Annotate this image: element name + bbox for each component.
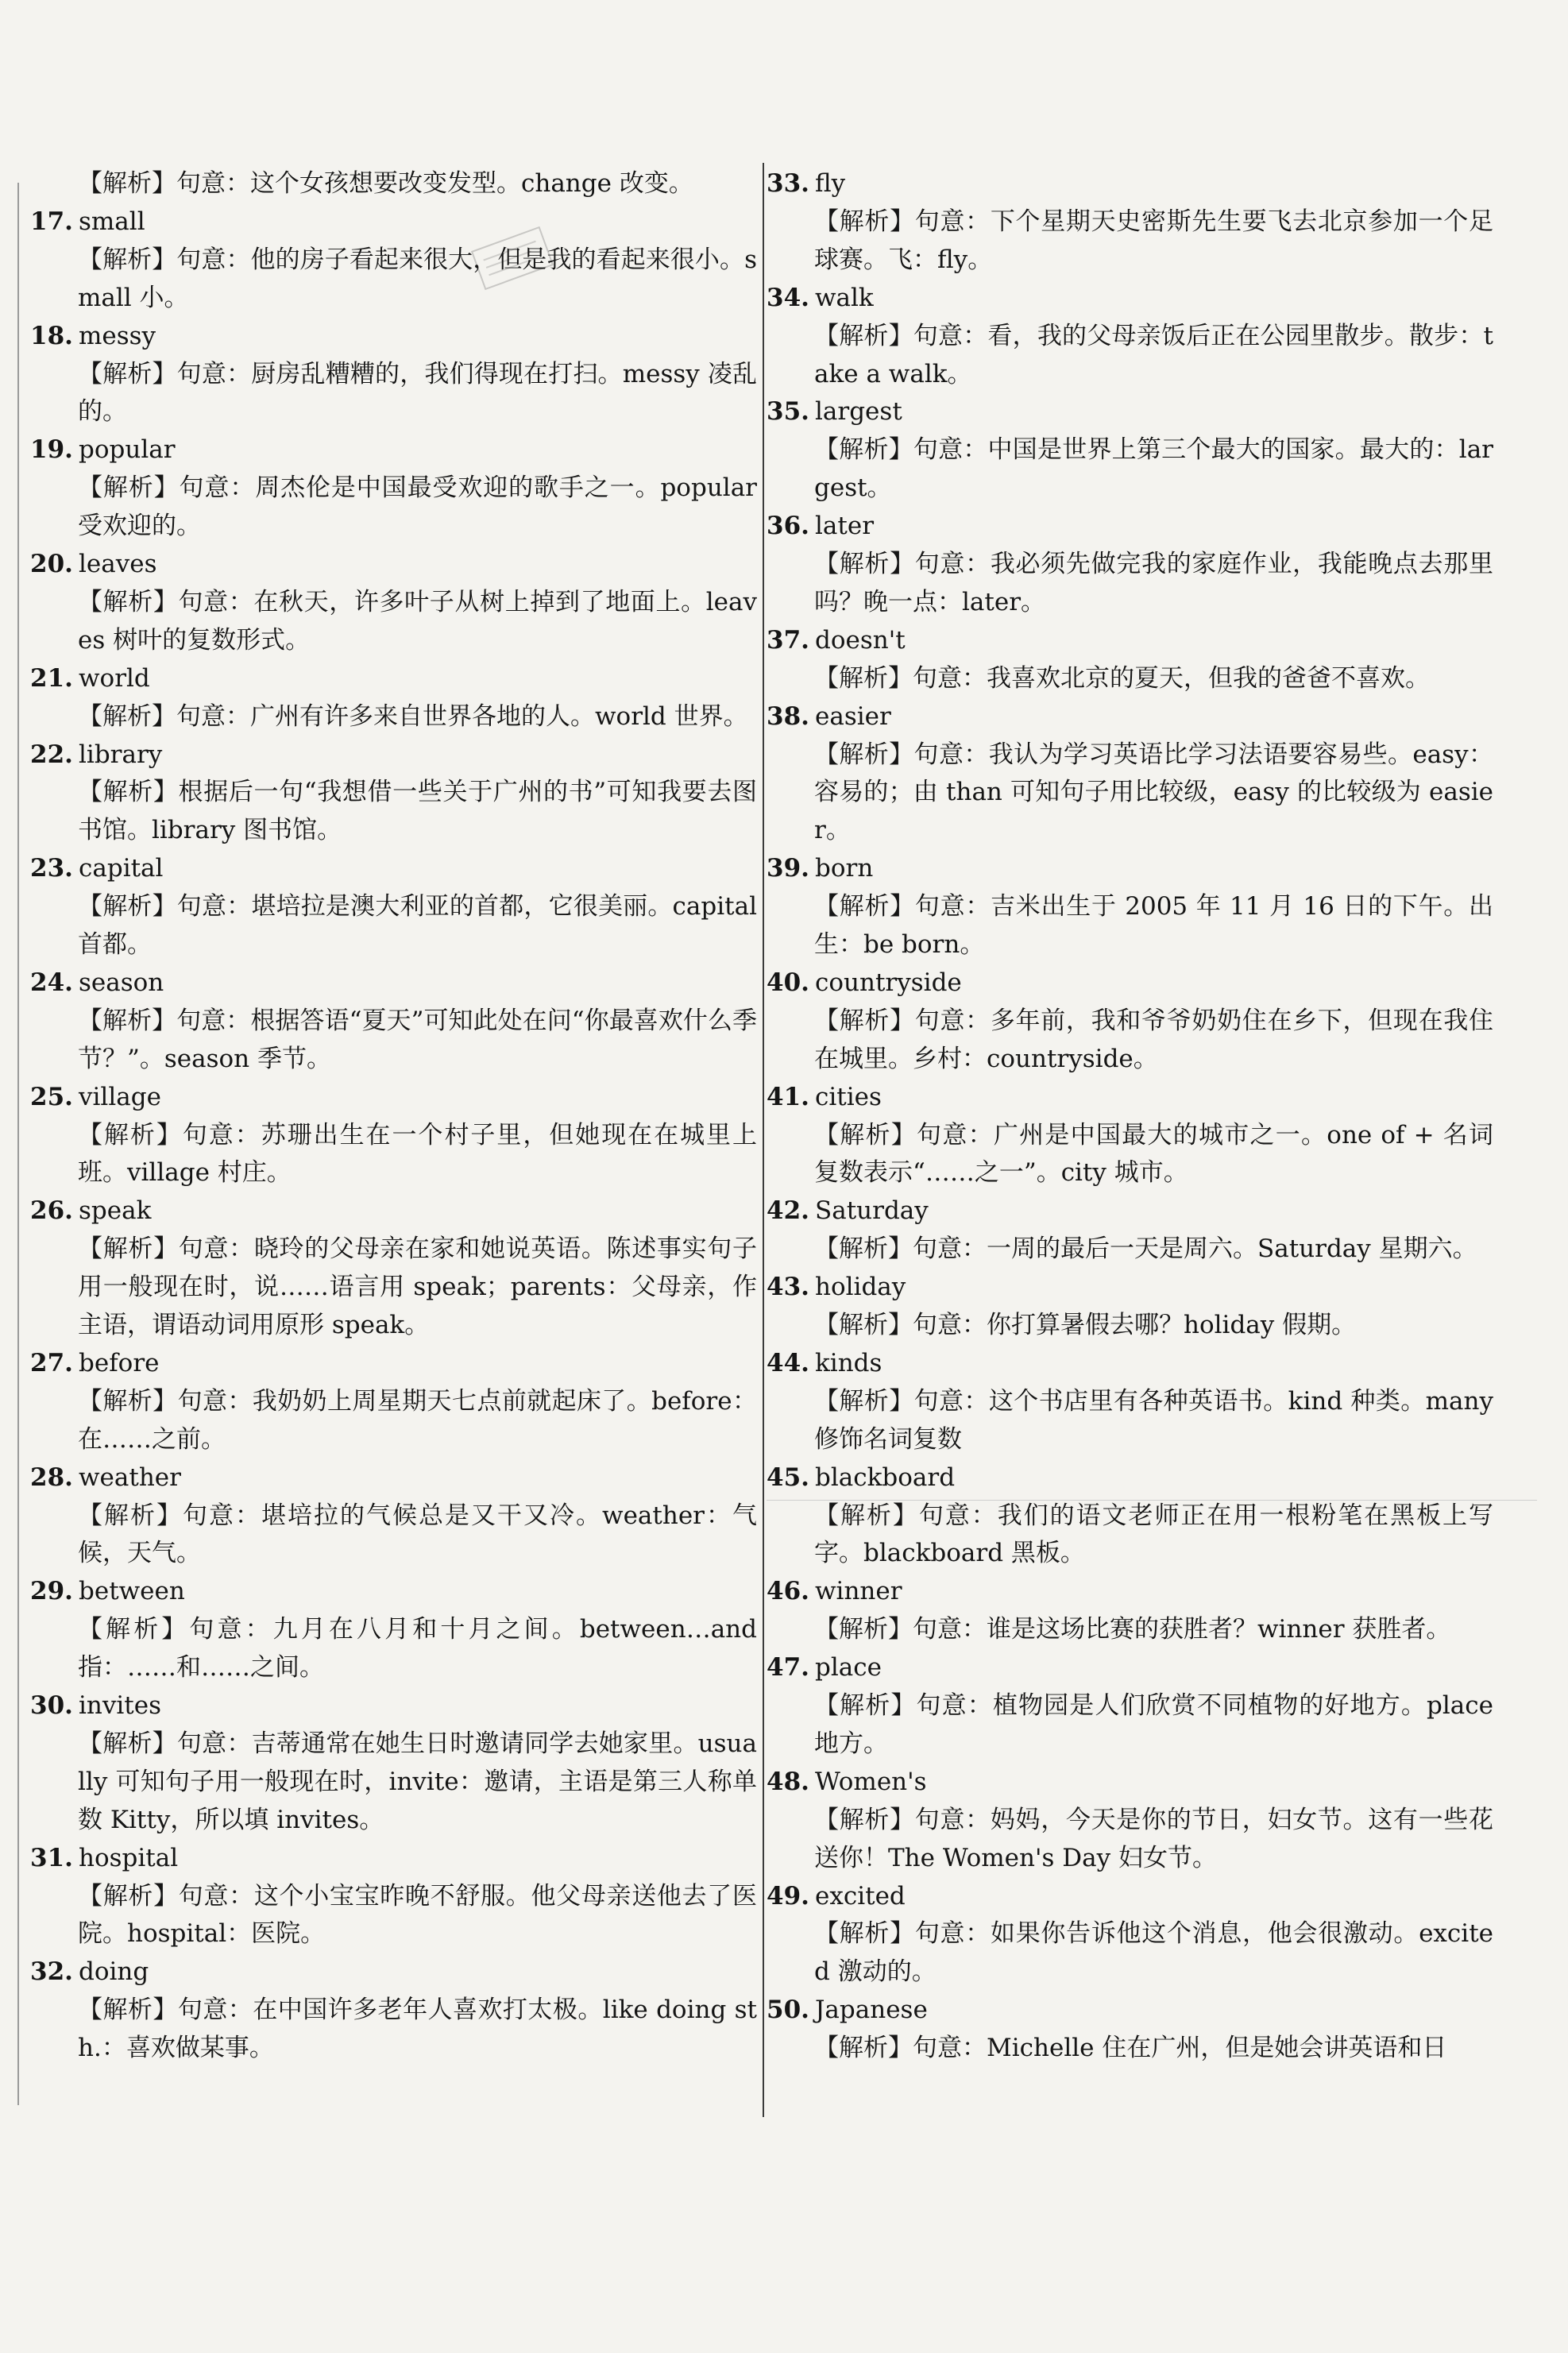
answer-header: [767, 1345, 1493, 1383]
answer-word: Japanese: [815, 1996, 928, 2025]
item-number: 23.: [30, 854, 73, 883]
answer-header: [767, 280, 1493, 318]
answer-word: place: [815, 1653, 882, 1683]
answer-item: [767, 1764, 1493, 1878]
analysis-text: 【解析】句意：我们的语文老师正在用一根粉笔在黑板上写字。blackboard 黑板。: [814, 1501, 1493, 1568]
answer-item: [30, 1687, 757, 1840]
analysis-text: 【解析】句意：如果你告诉他这个消息，他会很激动。excited 激动的。: [814, 1919, 1493, 1987]
answer-item: [30, 1079, 757, 1193]
item-number: 36.: [767, 512, 809, 541]
answer-item: [767, 1192, 1493, 1269]
analysis-text: 【解析】句意：这个小宝宝昨晚不舒服。他父母亲送他去了医院。hospital：医院。: [78, 1881, 757, 1949]
analysis-text: 【解析】句意：广州有许多来自世界各地的人。world 世界。: [78, 701, 748, 731]
answer-header: [767, 508, 1493, 546]
item-number: 35.: [767, 397, 809, 427]
answer-word: kinds: [815, 1348, 882, 1377]
answer-word: blackboard: [815, 1462, 956, 1492]
analysis-text: 【解析】句意：一周的最后一天是周六。Saturday 星期六。: [814, 1234, 1477, 1264]
analysis-text: 【解析】句意：我喜欢北京的夏天，但我的爸爸不喜欢。: [814, 663, 1430, 693]
answer-item: [767, 165, 1493, 280]
answer-header: [30, 660, 757, 698]
item-number: 29.: [30, 1577, 73, 1606]
answer-word: weather: [79, 1462, 181, 1492]
answer-item: [767, 1992, 1493, 2068]
answer-header: [767, 850, 1493, 888]
answer-item: [767, 1079, 1493, 1193]
answer-item: [30, 660, 757, 736]
answer-header: [767, 622, 1493, 660]
analysis-text: 【解析】句意：在秋天，许多叶子从树上掉到了地面上。leaves 树叶的复数形式。: [78, 587, 757, 655]
answer-item: [30, 318, 757, 432]
answer-item: [30, 546, 757, 660]
answer-header: [767, 1079, 1493, 1117]
answer-word: excited: [815, 1881, 906, 1911]
answer-word: holiday: [815, 1273, 906, 1302]
answer-word: born: [815, 854, 874, 883]
item-number: 49.: [767, 1881, 809, 1911]
answer-item: [30, 1953, 757, 2068]
column-divider: [763, 163, 764, 2117]
item-number: 27.: [30, 1348, 73, 1377]
answer-word: village: [79, 1082, 161, 1111]
lead-analysis: 【解析】句意：这个女孩想要改变发型。change 改变。: [78, 169, 693, 198]
analysis-text: 【解析】句意：我奶奶上周星期天七点前就起床了。before：在……之前。: [78, 1386, 757, 1454]
analysis-text: 【解析】句意：我认为学习英语比学习法语要容易些。easy：容易的；由 than 可知句子用比较级，easy 的比较级为 easier。: [814, 740, 1493, 845]
answer-item: [767, 1459, 1493, 1574]
item-number: 44.: [767, 1348, 809, 1377]
answer-word: fly: [815, 169, 846, 198]
answer-header: [30, 1953, 757, 1992]
answer-header: [767, 393, 1493, 431]
item-number: 38.: [767, 701, 809, 731]
answer-header: [30, 1192, 757, 1231]
item-number: 19.: [30, 435, 73, 465]
analysis-text: 【解析】句意：Michelle 住在广州，但是她会讲英语和日: [814, 2034, 1447, 2063]
answer-item: [30, 964, 757, 1079]
item-number: 28.: [30, 1462, 73, 1492]
item-number: 24.: [30, 968, 73, 997]
answer-word: Women's: [815, 1767, 927, 1796]
answer-header: [30, 203, 757, 241]
answer-word: easier: [815, 701, 891, 731]
answer-header: [30, 318, 757, 356]
answer-word: library: [79, 740, 163, 769]
analysis-text: 【解析】句意：晓玲的父母亲在家和她说英语。陈述事实句子用一般现在时，说……语言用 speak；parents：父母亲，作主语，谓语动词用原形 speak。: [78, 1234, 757, 1340]
answer-item: [30, 1192, 757, 1345]
answer-header: [767, 1192, 1493, 1231]
analysis-text: 【解析】句意：植物园是人们欣赏不同植物的好地方。place 地方。: [814, 1691, 1493, 1758]
item-number: 21.: [30, 663, 73, 693]
analysis-text: 【解析】句意：看，我的父母亲饭后正在公园里散步。散步：take a walk。: [814, 321, 1493, 388]
answer-item: [30, 850, 757, 964]
answer-header: [30, 1687, 757, 1725]
analysis-text: 【解析】句意：根据答语“夏天”可知此处在问“你最喜欢什么季节？”。season 季节。: [78, 1006, 757, 1073]
answer-word: invites: [79, 1691, 162, 1721]
answer-word: world: [79, 663, 150, 693]
item-number: 40.: [767, 968, 809, 997]
answer-item: [767, 1269, 1493, 1345]
item-number: 22.: [30, 740, 73, 769]
analysis-text: 【解析】句意：下个星期天史密斯先生要飞去北京参加一个足球赛。飞：fly。: [814, 207, 1493, 274]
answer-header: [30, 1079, 757, 1117]
item-number: 45.: [767, 1462, 809, 1492]
analysis-text: 【解析】句意：妈妈，今天是你的节日，妇女节。这有一些花送你！The Women's Day 妇女节。: [814, 1805, 1493, 1872]
answer-header: [767, 165, 1493, 203]
analysis-text: 【解析】句意：多年前，我和爷爷奶奶住在乡下，但现在我住在城里。乡村：countryside。: [814, 1006, 1493, 1073]
item-number: 46.: [767, 1577, 809, 1606]
item-number: 34.: [767, 283, 809, 312]
answer-item: [767, 1649, 1493, 1764]
answer-header: [767, 1269, 1493, 1307]
answer-word: popular: [79, 435, 176, 465]
item-number: 17.: [30, 207, 73, 236]
answer-item: [30, 203, 757, 318]
page-margin-line: [17, 183, 19, 2105]
item-number: 25.: [30, 1082, 73, 1111]
answer-item: [30, 1345, 757, 1459]
answer-word: winner: [815, 1577, 902, 1606]
analysis-text: 【解析】句意：吉蒂通常在她生日时邀请同学去她家里。usually 可知句子用一般现在时，invite：邀请，主语是第三人称单数 Kitty，所以填 invites。: [78, 1729, 757, 1834]
answer-item: [30, 1573, 757, 1687]
answer-item: [30, 736, 757, 851]
answer-header: [767, 1649, 1493, 1687]
answer-item: [30, 1840, 757, 1954]
analysis-text: 【解析】句意：他的房子看起来很大，但是我的看起来很小。small 小。: [78, 245, 757, 312]
answer-word: Saturday: [815, 1196, 929, 1226]
analysis-text: 【解析】句意：堪培拉是澳大利亚的首都，它很美丽。capital 首都。: [78, 892, 757, 960]
answer-word: capital: [79, 854, 164, 883]
answer-word: season: [79, 968, 164, 997]
answer-word: leaves: [79, 550, 157, 579]
left-column: [30, 165, 757, 2068]
analysis-text: 【解析】句意：这个书店里有各种英语书。kind 种类。many 修饰名词复数: [814, 1386, 1493, 1454]
analysis-text: 【解析】句意：我必须先做完我的家庭作业，我能晚点去那里吗？晚一点：later。: [814, 550, 1493, 616]
item-number: 32.: [30, 1957, 73, 1987]
answer-word: small: [79, 207, 145, 236]
answer-header: [767, 1764, 1493, 1802]
answer-header: [30, 850, 757, 888]
answer-word: later: [815, 512, 875, 541]
answer-item: [767, 508, 1493, 622]
answer-header: [767, 964, 1493, 1003]
item-number: 41.: [767, 1082, 809, 1111]
answer-word: hospital: [79, 1843, 179, 1872]
item-number: 30.: [30, 1691, 73, 1721]
item-number: 42.: [767, 1196, 809, 1226]
answer-header: [767, 698, 1493, 736]
item-number: 20.: [30, 550, 73, 579]
answer-header: [30, 546, 757, 584]
answer-header: [767, 1878, 1493, 1916]
item-number: 43.: [767, 1273, 809, 1302]
answer-header: [30, 1840, 757, 1878]
analysis-text: 【解析】句意：谁是这场比赛的获胜者？winner 获胜者。: [814, 1615, 1451, 1644]
answer-word: between: [79, 1577, 185, 1606]
answer-item: [767, 393, 1493, 508]
analysis-text: 【解析】根据后一句“我想借一些关于广州的书”可知我要去图书馆。library 图书馆。: [78, 778, 757, 845]
answer-header: [30, 1459, 757, 1497]
answer-word: doing: [79, 1957, 149, 1987]
answer-item: [767, 1345, 1493, 1459]
analysis-text: 【解析】句意：中国是世界上第三个最大的国家。最大的：largest。: [814, 435, 1493, 503]
item-number: 37.: [767, 625, 809, 655]
answer-header: [30, 964, 757, 1003]
answer-item: [767, 1878, 1493, 1992]
answer-item: [30, 1459, 757, 1574]
answer-header: [767, 1573, 1493, 1611]
answer-header: [30, 736, 757, 775]
answer-word: speak: [79, 1196, 152, 1226]
item-number: 18.: [30, 321, 73, 350]
analysis-text: 【解析】句意：厨房乱糟糟的，我们得现在打扫。messy 凌乱的。: [78, 359, 757, 427]
answer-word: countryside: [815, 968, 962, 997]
analysis-text: 【解析】句意：苏珊出生在一个村子里，但她现在在城里上班。village 村庄。: [78, 1120, 757, 1188]
answer-header: [30, 1345, 757, 1383]
answer-header: [30, 431, 757, 469]
answer-word: largest: [815, 397, 902, 427]
answer-header: [30, 1573, 757, 1611]
analysis-text: 【解析】句意：堪培拉的气候总是又干又冷。weather：气候，天气。: [78, 1501, 757, 1568]
answer-word: cities: [815, 1082, 882, 1111]
item-number: 50.: [767, 1996, 809, 2025]
answer-item: [767, 850, 1493, 964]
answer-header: [767, 1992, 1493, 2030]
answer-item: [767, 698, 1493, 851]
analysis-text: 【解析】句意：周杰伦是中国最受欢迎的歌手之一。popular 受欢迎的。: [78, 473, 757, 541]
answer-item: [767, 280, 1493, 394]
analysis-text: 【解析】句意：九月在八月和十月之间。between…and 指：……和……之间。: [78, 1615, 757, 1683]
answer-item: [767, 964, 1493, 1079]
analysis-text: 【解析】句意：吉米出生于 2005 年 11 月 16 日的下午。出生：be born。: [814, 892, 1493, 960]
item-number: 48.: [767, 1767, 809, 1796]
right-column: [767, 165, 1493, 2068]
item-number: 47.: [767, 1653, 809, 1683]
answer-word: before: [79, 1348, 160, 1377]
analysis-text: 【解析】句意：你打算暑假去哪？holiday 假期。: [814, 1311, 1357, 1340]
answer-word: messy: [79, 321, 156, 350]
answer-word: walk: [815, 283, 874, 312]
item-number: 31.: [30, 1843, 73, 1872]
answer-word: doesn't: [815, 625, 906, 655]
item-number: 39.: [767, 854, 809, 883]
analysis-text: 【解析】句意：在中国许多老年人喜欢打太极。like doing sth.：喜欢做某事。: [78, 1996, 757, 2063]
answer-header: [767, 1459, 1493, 1497]
answer-item: [767, 622, 1493, 698]
answer-item: [767, 1573, 1493, 1649]
item-number: 26.: [30, 1196, 73, 1226]
item-number: 33.: [767, 169, 809, 198]
analysis-text: 【解析】句意：广州是中国最大的城市之一。one of + 名词复数表示“……之一”。city 城市。: [814, 1120, 1493, 1188]
answer-item: [30, 431, 757, 546]
